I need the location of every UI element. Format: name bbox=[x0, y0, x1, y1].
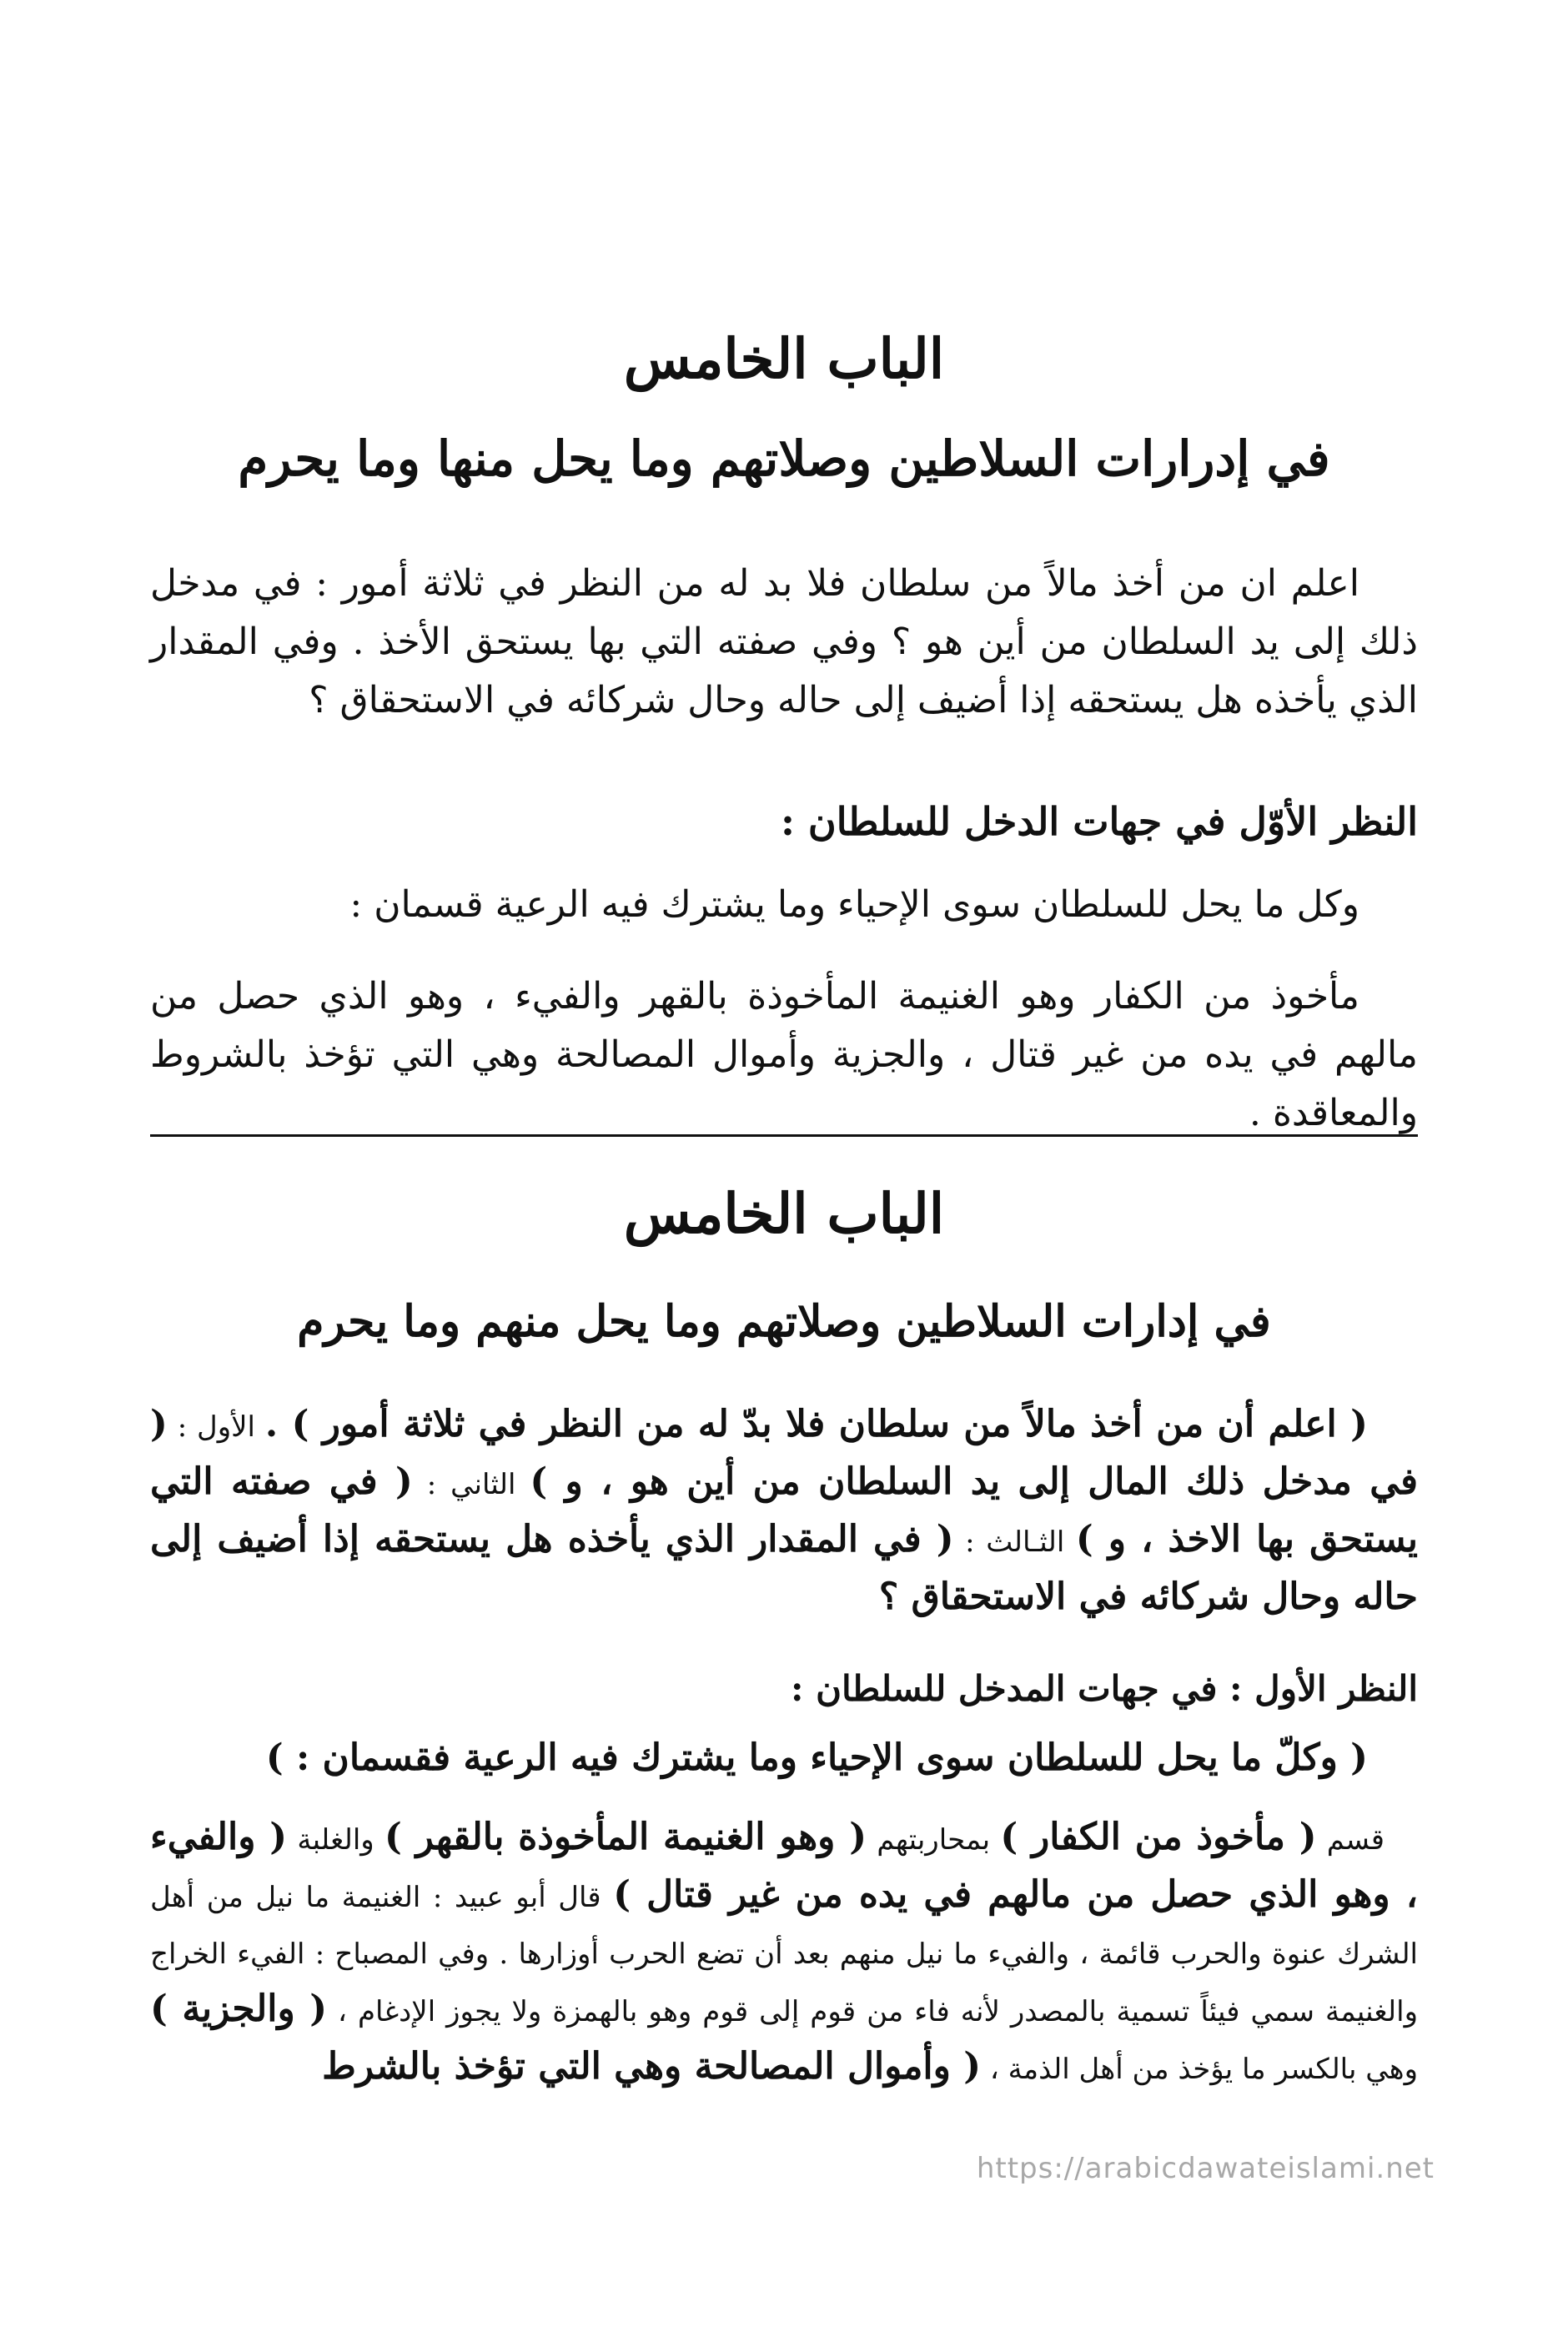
chapter-title: الباب الخامس bbox=[623, 1181, 945, 1246]
chapter-title: الباب الخامس bbox=[623, 326, 945, 391]
commentary-text: قسم bbox=[1316, 1823, 1385, 1857]
quoted-text: ( في صفته التي يستحق بها الاخذ ، و ) bbox=[150, 1460, 1418, 1561]
intro-paragraph: اعلم ان من أخذ مالاً من سلطان فلا بد له من النظر في ثلاثة أمور : في مدخل ذلك إلى يد السلطان من أين هو ؟ وفي صفته التي بها يستحق الأخذ . وفي المقدار الذي يأخذه هل يستحقه إذا أضيف إلى حاله وحال شركائه في الاستحقاق ؟ bbox=[150, 562, 1418, 721]
chapter-subtitle: في إدرارات السلاطين وصلاتهم وما يحل منها وما يحرم bbox=[238, 430, 1330, 487]
commentary-text: الثـالث : bbox=[953, 1525, 1076, 1559]
commentary-paragraph: ( وكلّ ما يحل للسلطان سوى الإحياء وما يشترك فيه الرعية فقسمان : ) bbox=[265, 1736, 1368, 1779]
commentary-text: الثاني : bbox=[412, 1468, 530, 1501]
commentary-paragraph bbox=[150, 1397, 1418, 1626]
quoted-text: ( وهو الغنيمة المأخوذة بالقهر ) bbox=[384, 1816, 867, 1858]
commentary-text: بمحاربتهم bbox=[867, 1823, 1001, 1857]
paragraph: وكل ما يحل للسلطان سوى الإحياء وما يشترك فيه الرعية قسمان : bbox=[349, 883, 1359, 926]
commentary-text: الأول : bbox=[167, 1410, 265, 1444]
quoted-text: ( في مدخل ذلك المال إلى يد السلطان من أين هو ، و ) bbox=[150, 1403, 1418, 1503]
commentary-text: وهي بالكسر ما يؤخذ من أهل الذمة ، bbox=[981, 2053, 1418, 2086]
quoted-text: ( اعلم أن من أخذ مالاً من سلطان فلا بدّ له من النظر في ثلاثة أمور ) . bbox=[264, 1403, 1368, 1445]
quoted-text: ( مأخوذ من الكفار ) bbox=[1000, 1816, 1317, 1858]
chapter-subtitle: في إدارات السلاطين وصلاتهم وما يحل منهم وما يحرم bbox=[297, 1296, 1271, 1347]
commentary-paragraph bbox=[150, 1810, 1418, 2097]
paragraph: مأخوذ من الكفار وهو الغنيمة المأخوذة بالقهر والفيء ، وهو الذي حصل من مالهم في يده من غير قتال ، والجزية وأموال المصالحة وهي التي تؤخذ بالشروط والمعاقدة . bbox=[150, 975, 1418, 1134]
section-heading: النظر الأوّل في جهات الدخل للسلطان : bbox=[780, 799, 1418, 844]
quoted-text: ( والفيء ، وهو الذي حصل من مالهم في يده من غير قتال ) bbox=[150, 1816, 1418, 1916]
quoted-text: ( وأموال المصالحة وهي التي تؤخذ بالشرط bbox=[322, 2045, 982, 2088]
watermark-url: https://arabicdawateislami.net bbox=[976, 2152, 1435, 2185]
commentary-text: والغلبة bbox=[287, 1823, 384, 1857]
section-heading: النظر الأول : في جهات المدخل للسلطان : bbox=[790, 1668, 1418, 1709]
quoted-text: ( والجزية ) bbox=[150, 1988, 328, 2030]
section-divider bbox=[150, 1134, 1418, 1137]
commentary-text: قال أبو عبيد : الغنيمة ما نيل من أهل الشرك عنوة والحرب قائمة ، والفيء ما نيل منهم بعد أن تضع الحرب أوزارها . وفي المصباح : الفيء الخراج والغنيمة سمي فيئاً تسمية بالمصدر لأنه فاء من قوم إلى قوم وهو بالهمزة ولا يجوز الإدغام ، bbox=[150, 1881, 1418, 2028]
quoted-text: ( في المقدار الذي يأخذه هل يستحقه إذا أضيف إلى حاله وحال شركائه في الاستحقاق ؟ bbox=[150, 1518, 1418, 1618]
